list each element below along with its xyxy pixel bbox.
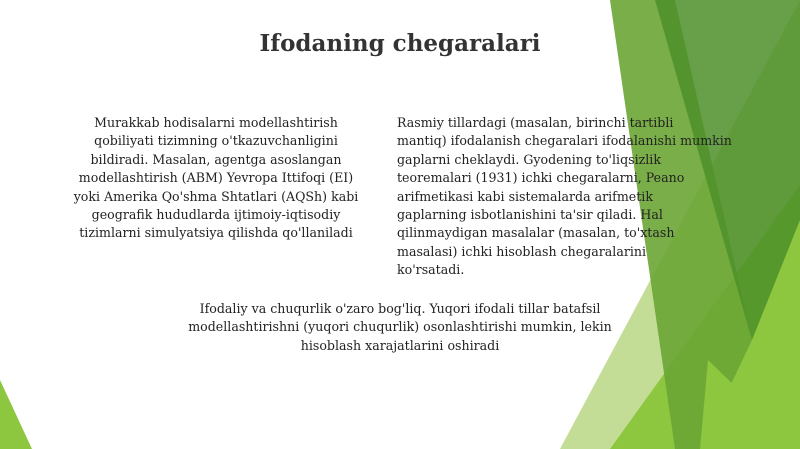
text-line: arifmetikasi kabi sistemalarda arifmetik xyxy=(397,188,653,204)
text-line: gaplarni cheklaydi. Gyodening to'liqsizlik xyxy=(397,151,661,167)
green-left-corner xyxy=(0,380,32,449)
text-line: modellashtirish (ABM) Yevropa Ittifoqi (EI) xyxy=(78,170,354,186)
text-line: tizimlarni simulyatsiya qilishda qo'llaniladi xyxy=(79,225,353,241)
text-line: Ifodaliy va chuqurlik o'zaro bog'liq. Yuqori ifodali tillar batafsil xyxy=(199,301,601,316)
text-line: modellashtirishni (yuqori chuqurlik) osonlashtirishi mumkin, lekin xyxy=(188,319,612,335)
text-line: Rasmiy tillardagi (masalan, birinchi tartibli xyxy=(397,115,674,130)
text-line: Murakkab hodisalarni modellashtirish xyxy=(94,115,338,130)
text-line: masalasi) ichki hisoblash chegaralarini xyxy=(397,243,647,259)
text-line: yoki Amerika Qo'shma Shtatlari (AQSh) kabi xyxy=(73,188,359,204)
left-paragraph xyxy=(50,114,382,243)
text-line: gaplarning isbotlanishini ta'sir qiladi. Hal xyxy=(397,207,663,223)
text-line: geografik hududlarda ijtimoiy-iqtisodiy xyxy=(91,207,341,223)
text-line: hisoblash xarajatlarini oshiradi xyxy=(300,337,500,353)
text-line: teoremalari (1931) ichki chegaralarni, Peano xyxy=(397,170,685,186)
text-line: bildiradi. Masalan, agentga asoslangan xyxy=(90,151,342,167)
text-line: ko'rsatadi. xyxy=(397,262,465,278)
right-paragraph xyxy=(397,114,742,280)
text-line: mantiq) ifodalanish chegaralari ifodalanishi mumkin xyxy=(397,133,732,149)
bottom-paragraph xyxy=(150,300,650,355)
text-line: qilinmaydigan masalalar (masalan, to'xtash xyxy=(397,225,675,241)
text-line: qobiliyati tizimning o'tkazuvchanligini xyxy=(94,133,338,149)
slide-title: Ifodaning chegaralari xyxy=(259,30,541,57)
